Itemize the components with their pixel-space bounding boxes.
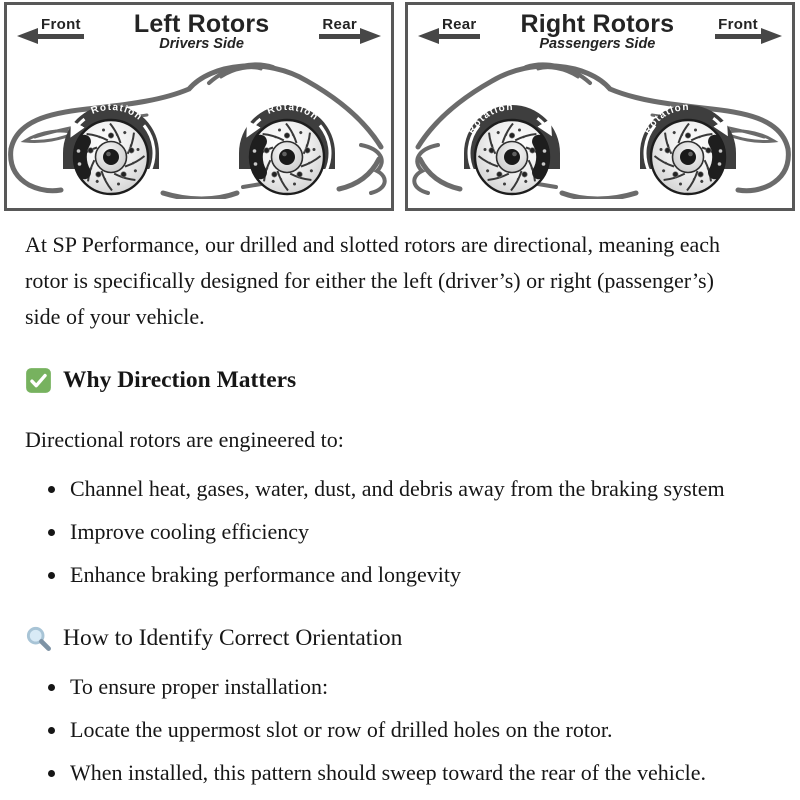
right-panel-header [408, 5, 792, 53]
right-panel-title [520, 11, 674, 53]
list-item: • Channel heat, gases, water, dust, and debris away from the braking system [68, 471, 734, 507]
intro-paragraph: At SP Performance, our drilled and slotted rotors are directional, meaning each rotor is specifically designed for either the left (driver’s) or right (passenger’s) side of your vehicle. [25, 232, 721, 329]
section-heading: How to Identify Correct Orientation [63, 625, 403, 651]
list-item: • Locate the uppermost slot or row of drilled holes on the rotor. [68, 712, 734, 748]
left-rotors-panel [4, 2, 394, 211]
left-panel-title [134, 11, 270, 53]
section-why-direction-matters [25, 362, 770, 398]
list-item: • Improve cooling efficiency [68, 514, 734, 550]
panel-subtitle-text: Drivers Side [159, 36, 244, 53]
rear-direction-left-arrow [418, 17, 480, 39]
arrow-right-icon [761, 28, 782, 44]
section-heading: Why Direction Matters [63, 367, 297, 393]
panel-subtitle-text: Passengers Side [539, 36, 656, 53]
left-rotors-car-illustration [7, 53, 391, 199]
green-check-icon [25, 367, 52, 394]
list-item: • Enhance braking performance and longevity [68, 557, 734, 593]
rotation-label: Rotation [89, 102, 145, 124]
front-direction-right-arrow [715, 17, 782, 39]
front-label: Front [38, 17, 84, 39]
list-item: • When installed, this pattern should sweep toward the rear of the vehicle. [68, 755, 734, 791]
rotation-label: Rotation [466, 102, 514, 137]
left-panel-header [7, 5, 391, 53]
benefits-list [25, 471, 734, 593]
arrow-left-icon [17, 28, 38, 44]
magnifier-icon [25, 625, 52, 652]
arrow-right-icon [360, 28, 381, 44]
front-label: Front [715, 17, 761, 39]
rear-label: Rear [319, 17, 360, 39]
right-rotors-panel [405, 2, 795, 211]
rotation-label: Rotation [642, 102, 690, 137]
panel-title-text: Left Rotors [133, 10, 270, 38]
arrow-left-icon [418, 28, 439, 44]
list-item: • To ensure proper installation: [68, 669, 734, 705]
right-rotors-car-illustration [408, 53, 792, 199]
rotation-label: Rotation [265, 102, 321, 124]
rear-direction-right-arrow [319, 17, 381, 39]
article-body [0, 211, 800, 791]
rotor-direction-diagram [0, 0, 800, 211]
rear-label: Rear [439, 17, 480, 39]
panel-title-text: Right Rotors [520, 10, 675, 38]
section-identify-orientation [25, 620, 770, 656]
orientation-list [25, 669, 734, 791]
lead-paragraph: Directional rotors are engineered to: [25, 427, 344, 452]
front-direction-left-arrow [17, 17, 84, 39]
